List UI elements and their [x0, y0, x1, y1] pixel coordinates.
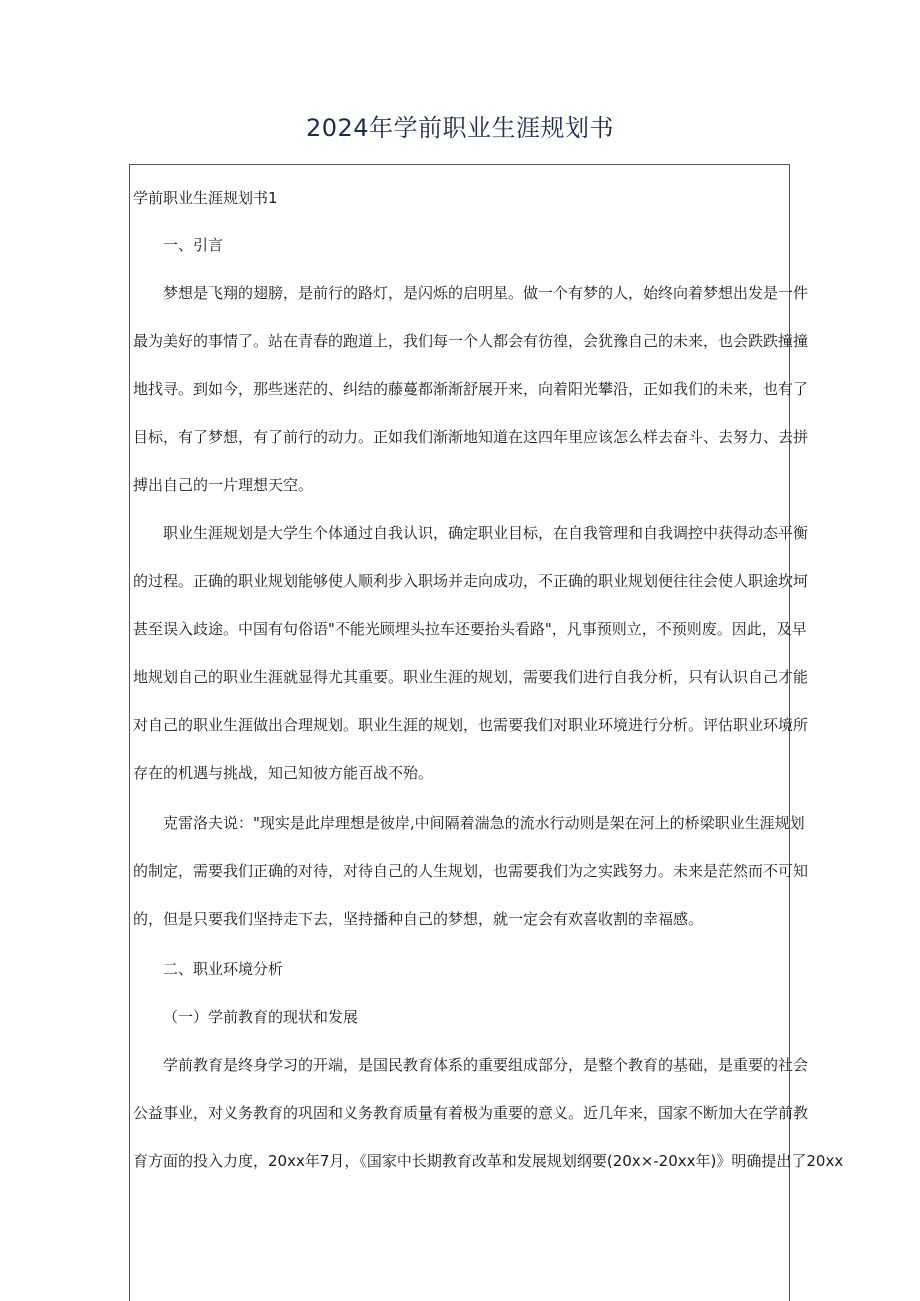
- paragraph-line: 公益事业，对义务教育的巩固和义务教育质量有着极为重要的意义。近几年来，国家不断加大在学前教: [133, 1104, 809, 1122]
- paragraph-line: 育方面的投入力度，20xx年7月，《国家中长期教育改革和发展规划纲要(20x×-20xx年)》明确提出了20xx: [133, 1152, 844, 1170]
- paragraph-line: 二、职业环境分析: [163, 960, 284, 978]
- paragraph-line: 地找寻。到如今，那些迷茫的、纠结的藤蔓都渐渐舒展开来，向着阳光攀沿，正如我们的未来，也有了: [133, 380, 809, 398]
- paragraph-line: （一）学前教育的现状和发展: [163, 1008, 359, 1026]
- paragraph-line: 一、引言: [163, 236, 224, 254]
- paragraph-line: 地规划自己的职业生涯就显得尤其重要。职业生涯的规划，需要我们进行自我分析，只有认识自己才能: [133, 668, 809, 686]
- paragraph-line: 学前教育是终身学习的开端，是国民教育体系的重要组成部分，是整个教育的基础，是重要的社会: [163, 1056, 809, 1074]
- paragraph-line: 的制定，需要我们正确的对待，对待自己的人生规划，也需要我们为之实践努力。未来是茫然而不可知: [133, 862, 809, 880]
- paragraph-line: 的过程。正确的职业规划能够使人顺利步入职场并走向成功，不正确的职业规划便往往会使人职途坎坷: [133, 572, 809, 590]
- paragraph-line: 克雷洛夫说："现实是此岸理想是彼岸,中间隔着湍急的流水行动则是架在河上的桥梁职业生涯规划: [163, 814, 805, 832]
- paragraph-line: 目标，有了梦想，有了前行的动力。正如我们渐渐地知道在这四年里应该怎么样去奋斗、去努力、去拼: [133, 428, 809, 446]
- paragraph-line: 最为美好的事情了。站在青春的跑道上，我们每一个人都会有彷徨，会犹豫自己的未来，也会跌跌撞撞: [133, 332, 809, 350]
- paragraph-line: 的，但是只要我们坚持走下去，坚持播种自己的梦想，就一定会有欢喜收割的幸福感。: [133, 910, 704, 928]
- paragraph-line: 对自己的职业生涯做出合理规划。职业生涯的规划，也需要我们对职业环境进行分析。评估职业环境所: [133, 716, 809, 734]
- paragraph-line: 搏出自己的一片理想天空。: [133, 476, 314, 494]
- paragraph-line: 梦想是飞翔的翅膀，是前行的路灯，是闪烁的启明星。做一个有梦的人，始终向着梦想出发是一件: [163, 284, 809, 302]
- document-title: 2024年学前职业生涯规划书: [305, 114, 615, 142]
- paragraph-line: 甚至误入歧途。中国有句俗语"不能光顾埋头拉车还要抬头看路"，凡事预则立，不预则废。因此，及早: [133, 620, 807, 638]
- paragraph-line: 存在的机遇与挑战，知己知彼方能百战不殆。: [133, 764, 434, 782]
- paragraph-line: 学前职业生涯规划书1: [133, 189, 278, 207]
- paragraph-line: 职业生涯规划是大学生个体通过自我认识，确定职业目标，在自我管理和自我调控中获得动态平衡: [163, 524, 809, 542]
